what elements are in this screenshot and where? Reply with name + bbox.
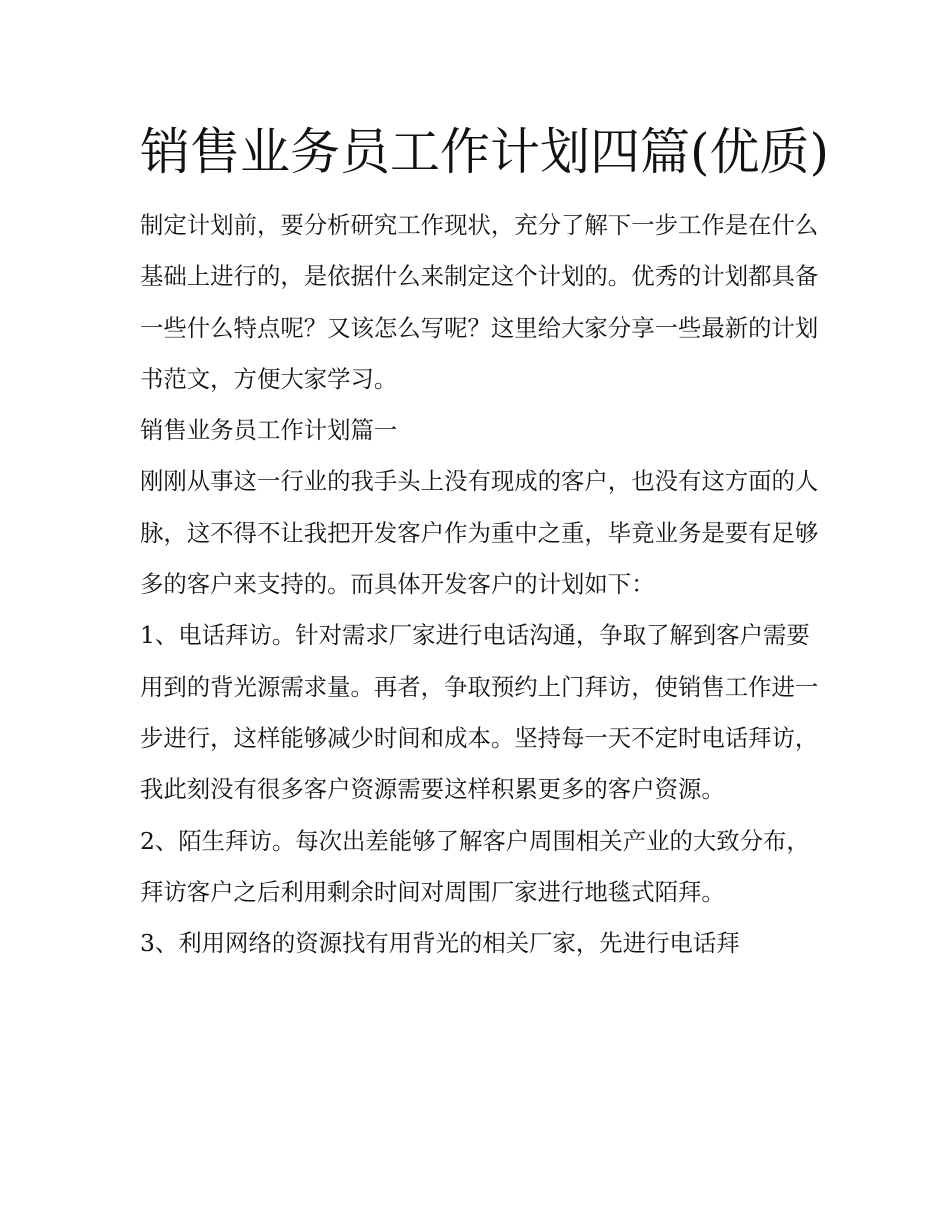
section-heading: 销售业务员工作计划篇一 [140,416,398,445]
document-body [140,112,830,969]
intro-paragraph: 制定计划前，要分析研究工作现状，充分了解下一步工作是在什么基础上进行的，是依据什么来制定这个计划的。优秀的计划都具备一些什么特点呢？又该怎么写呢？这里给大家分享一些最新的计划书范文，方便大家学习。 [140,211,819,393]
list-item-online-search: 3、利用网络的资源找有用背光的相关厂家，先进行电话拜 [140,929,740,958]
document-title: 销售业务员工作计划四篇(优质) [140,123,830,181]
body-paragraph: 刚刚从事这一行业的我手头上没有现成的客户，也没有这方面的人脉，这不得不让我把开发客户作为重中之重，毕竟业务是要有足够多的客户来支持的。而具体开发客户的计划如下： [140,467,819,599]
list-item-cold-visit: 2、陌生拜访。每次出差能够了解客户周围相关产业的大致分布，拜访客户之后利用剩余时间对周围厂家进行地毯式陌拜。 [140,826,810,906]
list-item-phone-visit: 1、电话拜访。针对需求厂家进行电话沟通，争取了解到客户需要用到的背光源需求量。再者，争取预约上门拜访，使销售工作进一步进行，这样能够减少时间和成本。坚持每一天不定时电话拜访，我此刻没有很多客户资源需要这样积累更多的客户资源。 [140,621,819,804]
